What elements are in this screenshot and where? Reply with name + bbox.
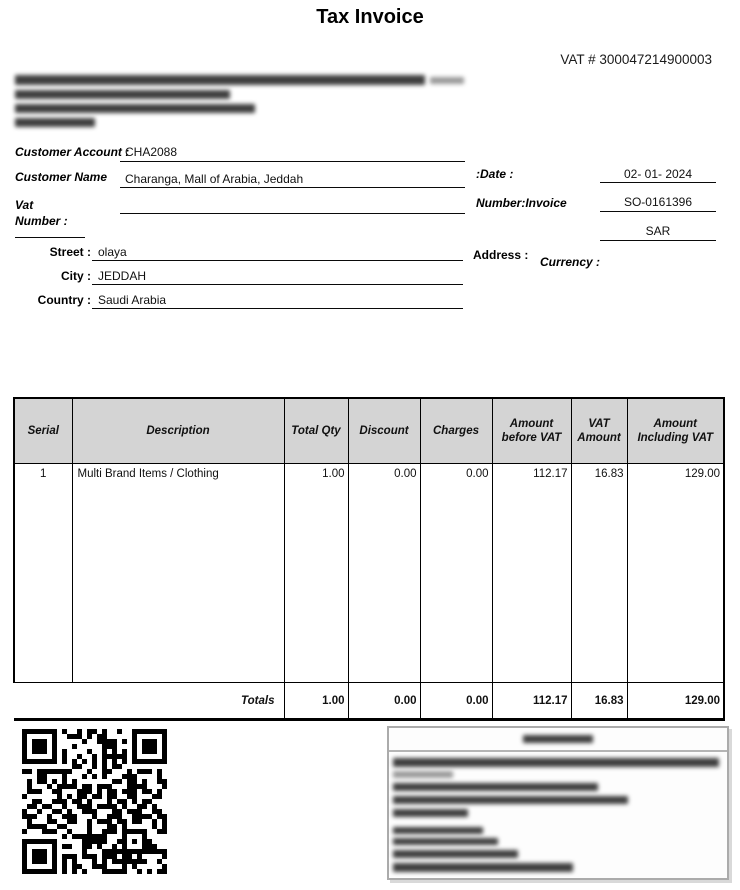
field-underline (120, 187, 465, 188)
redacted-text-line (393, 809, 468, 817)
qr-code (22, 729, 167, 874)
redacted-text-line (393, 783, 598, 791)
date-label: :Date : (476, 167, 514, 181)
redacted-text-line (15, 104, 255, 113)
customer-name-label: Customer Name (15, 170, 108, 184)
redacted-text-line (15, 90, 230, 99)
cell-vat-amount: 16.83 (571, 464, 627, 683)
country-value: Saudi Arabia (98, 293, 167, 307)
redacted-text-line (393, 850, 518, 858)
redacted-text-line (393, 758, 719, 767)
redacted-text-line (393, 827, 483, 834)
table-row (14, 464, 724, 683)
cell-serial: 1 (14, 464, 72, 683)
header-amount-including-vat: Amount Including VAT (627, 398, 724, 464)
customer-account-label: Customer Account : (15, 145, 130, 159)
charges-sum: 0.00 (420, 683, 492, 720)
city-value: JEDDAH (98, 269, 147, 283)
cell-total-qty: 1.00 (284, 464, 348, 683)
redacted-text-line (393, 838, 498, 845)
approval-box-redacted (387, 726, 729, 880)
cell-discount: 0.00 (348, 464, 420, 683)
currency-value: SAR (645, 224, 671, 238)
approval-box-header (389, 728, 727, 752)
customer-name-value: Charanga, Mall of Arabia, Jeddah (125, 172, 304, 186)
cell-charges: 0.00 (420, 464, 492, 683)
redacted-text-line (15, 75, 425, 85)
discount-sum: 0.00 (348, 683, 420, 720)
redacted-text-line (393, 863, 573, 872)
header-discount: Discount (348, 398, 420, 464)
vat-amount-sum: 16.83 (571, 683, 627, 720)
page-title: Tax Invoice (316, 6, 424, 28)
invoice-number-value: SO-0161396 (623, 195, 693, 209)
label-underline (15, 237, 85, 238)
table-header-row (14, 398, 724, 464)
vat-number-label: Vat Number : (15, 198, 68, 228)
redacted-text-line (393, 771, 453, 778)
date-value: 02- 01- 2024 (623, 167, 693, 181)
header-serial: Serial (14, 398, 72, 464)
invoice-number-label: Number:Invoice (476, 196, 567, 210)
redacted-text-line (15, 118, 95, 127)
header-amount-before-vat: Amount before VAT (492, 398, 571, 464)
field-underline (120, 213, 465, 214)
vat-number-header: VAT # 300047214900003 (560, 52, 712, 67)
field-underline (120, 161, 465, 162)
redacted-text-line (430, 77, 464, 84)
cell-amount-before-vat: 112.17 (492, 464, 571, 683)
header-vat-amount: VAT Amount (571, 398, 627, 464)
street-value: olaya (98, 245, 127, 259)
header-total-qty: Total Qty (284, 398, 348, 464)
street-label: Street : (49, 245, 91, 259)
header-charges: Charges (420, 398, 492, 464)
totals-label: Totals (14, 683, 284, 720)
cell-description: Multi Brand Items / Clothing (72, 464, 284, 683)
field-underline (92, 260, 463, 261)
customer-account-value: CHA2088 (125, 145, 178, 159)
field-underline (600, 211, 716, 212)
field-underline (600, 240, 716, 241)
country-label: Country : (37, 293, 91, 307)
address-label: Address : (473, 248, 529, 262)
cell-amount-including-vat: 129.00 (627, 464, 724, 683)
line-items-table (13, 397, 725, 721)
currency-label: Currency : (540, 255, 601, 269)
field-underline (92, 284, 463, 285)
amount-before-vat-sum: 112.17 (492, 683, 571, 720)
total-qty-sum: 1.00 (284, 683, 348, 720)
redacted-title (523, 735, 593, 743)
header-description: Description (72, 398, 284, 464)
city-label: City : (61, 269, 91, 283)
redacted-text-line (393, 796, 628, 804)
totals-row (14, 683, 724, 720)
field-underline (92, 308, 463, 309)
field-underline (600, 182, 716, 183)
amount-including-vat-sum: 129.00 (627, 683, 724, 720)
